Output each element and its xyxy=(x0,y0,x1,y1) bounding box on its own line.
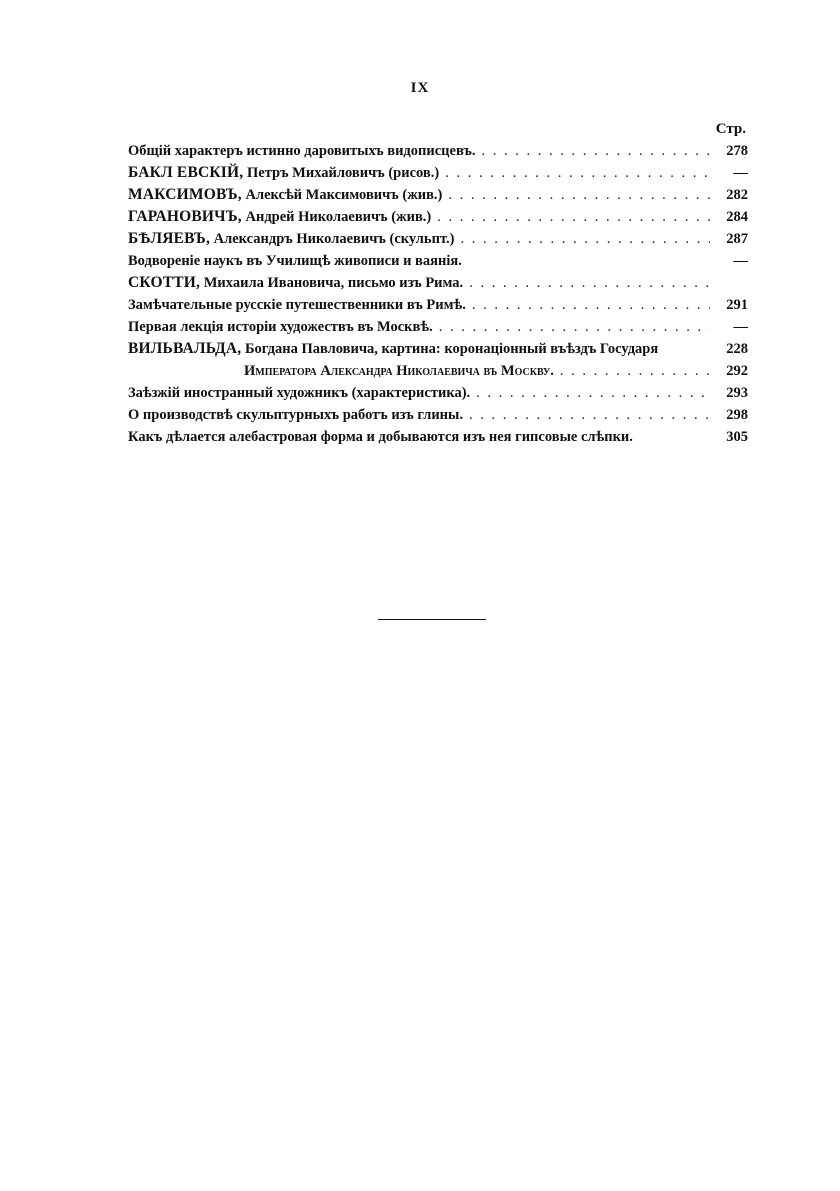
toc-entry xyxy=(128,382,748,404)
leader-dots xyxy=(437,206,710,228)
section-divider xyxy=(378,619,486,620)
toc-entry-page: — xyxy=(733,165,748,181)
toc-entry xyxy=(128,250,748,272)
toc-entry xyxy=(128,316,748,338)
page-column-header: Стр. xyxy=(715,121,746,137)
toc-entry-page: — xyxy=(733,253,748,269)
toc-entry-name: ГАРАНОВИЧЪ, xyxy=(128,208,242,225)
toc-entry-page: 278 xyxy=(726,143,748,159)
toc-entry-title: МАКСИМОВЪ, Алексѣй Максимовичъ (жив.) xyxy=(128,186,443,203)
toc-entry-name: БѢЛЯЕВЪ, xyxy=(128,230,211,247)
toc-entry-title: ГАРАНОВИЧЪ, Андрей Николаевичъ (жив.) xyxy=(128,208,432,225)
toc-entry-name: БАКЛ ЕВСКІЙ, xyxy=(128,164,244,181)
toc-entry-title: ВИЛЬВАЛЬДА, Богдана Павловича, картина: коронаціонный въѣздъ Государя xyxy=(128,340,659,357)
toc-entry-page: 293 xyxy=(726,385,748,401)
toc-entry-title: БАКЛ ЕВСКІЙ, Петръ Михайловичъ (рисов.) xyxy=(128,164,440,181)
toc-entry xyxy=(128,360,748,382)
toc-entry-page: 292 xyxy=(726,363,748,379)
toc-entry xyxy=(128,184,748,206)
page-number: IX xyxy=(410,80,430,96)
toc-entry-title: О производствѣ скульптурныхъ работъ изъ глины. xyxy=(128,407,463,423)
toc-entry xyxy=(128,228,748,250)
toc-entry xyxy=(128,206,748,228)
toc-entry-name: СКОТТИ, xyxy=(128,274,201,291)
toc-entry-title: Первая лекція исторіи художествъ въ Москвѣ. xyxy=(128,319,433,335)
leader-dots xyxy=(448,184,710,206)
toc-entry xyxy=(128,140,748,162)
toc-entry xyxy=(128,426,748,448)
toc-entry xyxy=(128,404,748,426)
toc-entry-page: — xyxy=(733,319,748,335)
toc-entry-name: МАКСИМОВЪ, xyxy=(128,186,242,203)
toc-entry-page: 287 xyxy=(726,231,748,247)
toc-entry-page: 291 xyxy=(726,297,748,313)
leader-dots xyxy=(469,404,710,426)
toc-entry-page: 298 xyxy=(726,407,748,423)
leader-dots xyxy=(469,272,710,294)
toc-entry-title: БѢЛЯЕВЪ, Александръ Николаевичъ (скульпт.) xyxy=(128,230,455,247)
toc-entry xyxy=(128,338,748,360)
toc-entry xyxy=(128,294,748,316)
toc-entry-title: Какъ дѣлается алебастровая форма и добываются изъ нея гипсовые слѣпки. xyxy=(128,429,633,445)
table-of-contents xyxy=(128,118,748,448)
toc-entry-title: Замѣчательные русскіе путешественники въ Римѣ. xyxy=(128,297,466,313)
leader-dots xyxy=(476,382,710,404)
toc-entry-title: Водвореніе наукъ въ Училищѣ живописи и ваянія. xyxy=(128,253,462,269)
toc-entry-page: 284 xyxy=(726,209,748,225)
leader-dots xyxy=(439,316,710,338)
toc-entry-page: 282 xyxy=(726,187,748,203)
toc-entry xyxy=(128,272,748,294)
toc-entry xyxy=(128,162,748,184)
leader-dots xyxy=(472,294,710,316)
leader-dots xyxy=(560,360,710,382)
toc-entry-title: Императора Александра Николаевича въ Москву. xyxy=(244,363,554,379)
toc-entry-title: СКОТТИ, Михаила Ивановича, письмо изъ Рима. xyxy=(128,274,464,291)
toc-entry-title: Общій характеръ истинно даровитыхъ видописцевъ. xyxy=(128,143,476,159)
toc-entry-name: ВИЛЬВАЛЬДА, xyxy=(128,340,242,357)
toc-entry-page: 228 xyxy=(726,341,748,357)
leader-dots xyxy=(460,228,710,250)
toc-entry-page: 305 xyxy=(726,429,748,445)
leader-dots xyxy=(482,140,710,162)
leader-dots xyxy=(445,162,710,184)
toc-entry-title: Заѣзжій иностранный художникъ (характеристика). xyxy=(128,385,471,401)
